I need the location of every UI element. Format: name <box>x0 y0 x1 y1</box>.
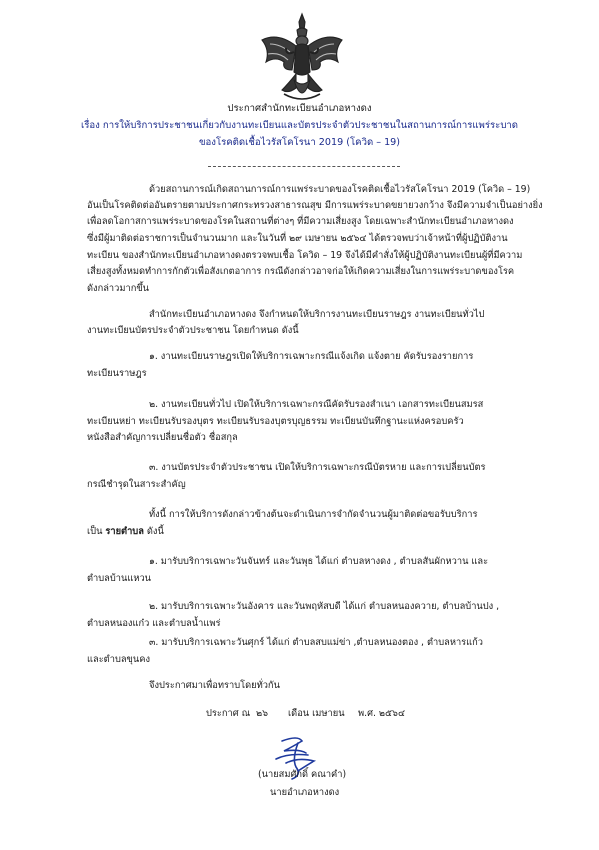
p2-line: สำนักทะเบียนอำเภอหางดง จึงกำหนดให้บริการงานทะเบียนราษฎร งานทะเบียนทั่วไป <box>149 309 485 320</box>
schedule-line: ๒. มารับบริการเฉพาะวันอังคาร และวันพฤหัสบดี ได้แก่ ตำบลหนองควาย, ตำบลบ้านปง , <box>149 601 500 612</box>
item2-line: ๒. งานทะเบียนทั่วไป เปิดให้บริการเฉพาะกรณีคัดรับรองสำเนา เอกสารทะเบียนสมรส <box>149 399 484 410</box>
subject-line-2: ของโรคติดเชื้อไวรัสโคโรนา 2019 (โควิด – 19) <box>198 137 401 148</box>
announcement-title: ประกาศสำนักทะเบียนอำเภอหางดง <box>227 103 372 114</box>
schedule-line: ๓. มารับบริการเฉพาะวันศุกร์ ได้แก่ ตำบลสบแม่ข่า ,ตำบลหนองตอง , ตำบลหารแก้ว <box>149 637 484 648</box>
date-label: ประกาศ ณ <box>206 708 251 719</box>
signer-name: (นายสมศักดิ์ คณาคำ) <box>258 769 347 780</box>
p2-line: งานทะเบียนบัตรประจำตัวประชาชน โดยกำหนด ดังนี้ <box>87 325 299 336</box>
p3-line: ทั้งนี้ การให้บริการดังกล่าวข้างต้นจะดำเนินการจำกัดจำนวนผู้มาติดต่อขอรับบริการ <box>149 509 478 520</box>
item3-line: กรณีชำรุดในสาระสำคัญ <box>87 479 186 490</box>
p3-prefix: เป็น <box>87 526 106 537</box>
date-day: ๒๖ <box>256 708 269 719</box>
p3-suffix: ดังนี้ <box>143 526 164 537</box>
item2-line: หนังสือสำคัญการเปลี่ยนชื่อตัว ชื่อสกุล <box>87 432 238 443</box>
p1-line: ดังกล่าวมากขึ้น <box>87 283 150 294</box>
p1-line: อันเป็นโรคติดต่ออันตรายตามประกาศกระทรวงสาธารณสุข มีการแพร่ระบาดขยายวงกว้าง จึงมีความจำเป็นอย่างยิ่ง <box>87 200 543 211</box>
p1-line: ซึ่งมีผู้มาติดต่อราชการเป็นจำนวนมาก และในวันที่ ๒๙ เมษายน ๒๕๖๔ ได้ตรวจพบว่าเจ้าหน้าที่ผู้ปฏิบัติงาน <box>87 233 508 244</box>
item3-line: ๓. งานบัตรประจำตัวประชาชน เปิดให้บริการเฉพาะกรณีบัตรหาย และการเปลี่ยนบัตร <box>149 462 486 473</box>
item2-line: ทะเบียนหย่า ทะเบียนรับรองบุตร ทะเบียนรับรองบุตรบุญธรรม ทะเบียนบันทึกฐานะแห่งครอบครัว <box>87 416 464 427</box>
p3-line-2 <box>87 525 164 538</box>
item1-line: ๑. งานทะเบียนราษฎรเปิดให้บริการเฉพาะกรณีแจ้งเกิด แจ้งตาย คัดรับรองรายการ <box>149 351 474 362</box>
schedule-line: ตำบลหนองแก๋ว และตำบลน้ำแพร่ <box>87 618 221 629</box>
item1-line: ทะเบียนราษฎร <box>87 368 147 379</box>
p1-line: เพื่อลดโอกาสการแพร่ระบาดของโรคในสถานที่ต่างๆ ที่มีความเสี่ยงสูง โดยเฉพาะสำนักทะเบียนอำเภอหางดง <box>87 216 514 227</box>
p3-bold-term: รายตำบล <box>105 526 144 537</box>
subject-line-1: เรื่อง การให้บริการประชาชนเกี่ยวกับงานทะเบียนและบัตรประจำตัวประชาชนในสถานการณ์การแพร่ระบาด <box>80 120 519 131</box>
closing-line: จึงประกาศมาเพื่อทราบโดยทั่วกัน <box>149 680 280 691</box>
p1-line: ทะเบียน ของสำนักทะเบียนอำเภอหางดงตรวจพบเชื้อ โควิด – 19 จึงได้มีคำสั่งให้ผู้ปฏิบัติงานทะเบียนผู้ที่มีความ <box>87 250 523 261</box>
schedule-line: ตำบลบ้านแหวน <box>87 573 152 584</box>
garuda-emblem-icon <box>256 10 348 108</box>
p1-line: เสี่ยงสูงทั้งหมดทำการกักตัวเพื่อสังเกตอาการ กรณีดังกล่าวอาจก่อให้เกิดความเสี่ยงในการแพร่ระบาดของโรค <box>87 266 515 277</box>
date-year: พ.ศ. ๒๕๖๔ <box>358 708 405 719</box>
p1-line: ด้วยสถานการณ์เกิดสถานการณ์การแพร่ระบาดของโรคติดเชื้อไวรัสโคโรนา 2019 (โควิด – 19) <box>149 184 531 195</box>
schedule-line: ๑. มารับบริการเฉพาะวันจันทร์ และวันพุธ ได้แก่ ตำบลหางดง , ตำบลสันผักหวาน และ <box>149 556 489 567</box>
signer-title: นายอำเภอหางดง <box>270 787 340 798</box>
header-divider <box>208 166 400 167</box>
schedule-line: และตำบลขุนคง <box>87 654 151 665</box>
date-month: เดือน เมษายน <box>288 708 345 719</box>
